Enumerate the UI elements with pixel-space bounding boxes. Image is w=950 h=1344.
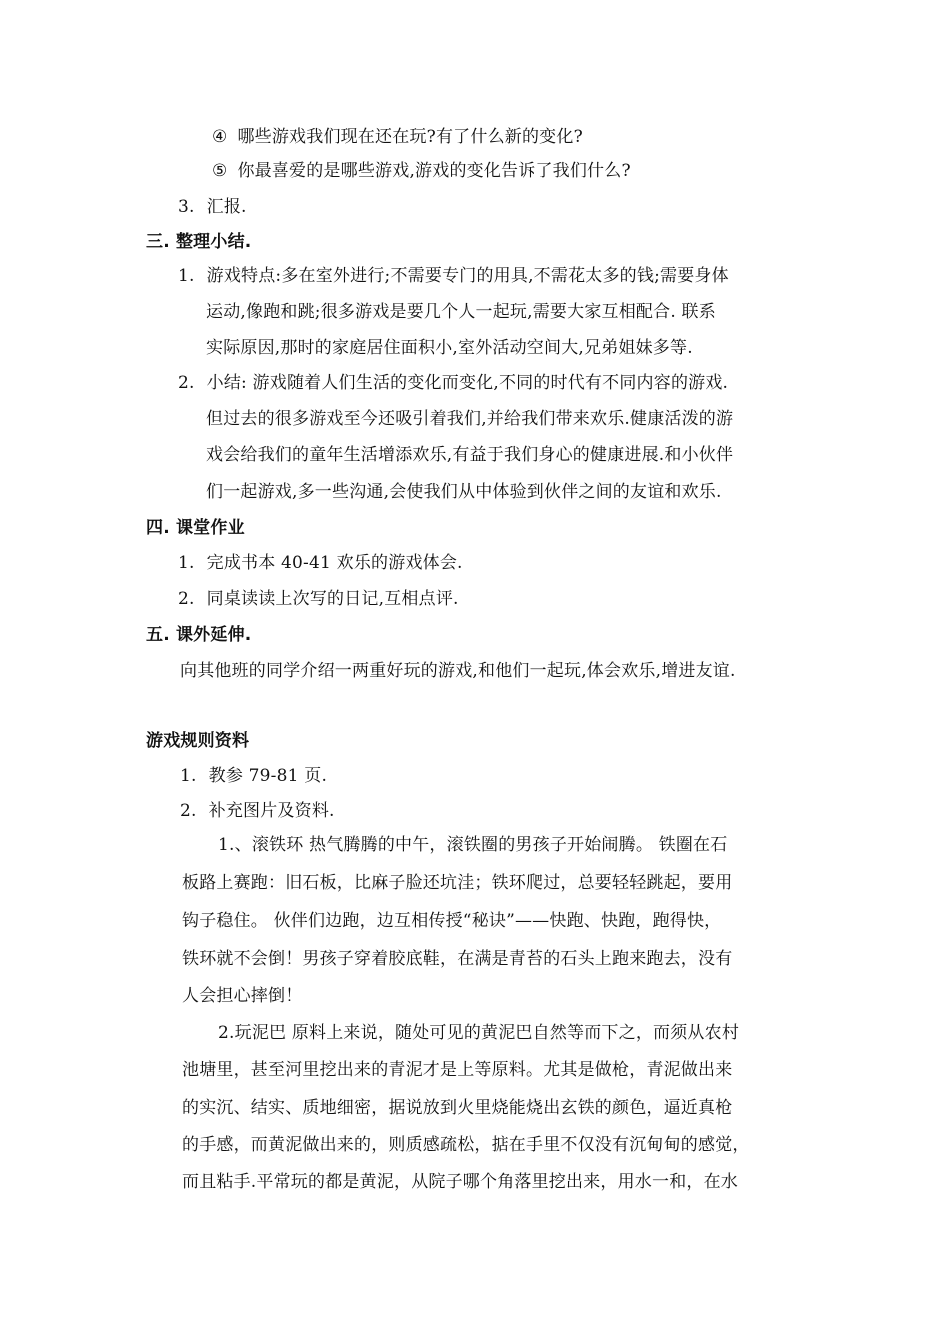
summary-item-2-text-1: 小结: 游戏随着人们生活的变化而变化,不同的时代有不同内容的游戏.	[206, 373, 729, 393]
question-5	[212, 159, 631, 183]
paragraph-2-line-4: 的手感，而黄泥做出来的，则质感疏松，掂在手里不仅没有沉甸甸的感觉，	[182, 1135, 750, 1155]
question-5-text: 你最喜爱的是哪些游戏,游戏的变化告诉了我们什么?	[237, 161, 631, 181]
homework-item-2-number: 2.	[178, 589, 195, 609]
paragraph-1-line-1: 1.、滚铁环 热气腾腾的中午，滚铁圈的男孩子开始闹腾。 铁圈在石	[218, 835, 728, 855]
step-3	[178, 195, 247, 219]
circled-number-5: ⑤	[212, 161, 228, 181]
paragraph-1-line-3: 钩子稳住。 伙伴们边跑，边互相传授“秘诀”——快跑、快跑，跑得快，	[182, 911, 722, 931]
homework-item-2-text: 同桌读读上次写的日记,互相点评.	[206, 589, 459, 609]
homework-item-1	[178, 551, 463, 575]
rules-item-1-text: 教参 79-81 页.	[208, 766, 328, 786]
question-4	[212, 125, 583, 149]
summary-item-2-line-4: 们一起游戏,多一些沟通,会使我们从中体验到伙伴之间的友谊和欢乐.	[206, 482, 722, 502]
summary-item-2-line-2: 但过去的很多游戏至今还吸引着我们,并给我们带来欢乐.健康活泼的游	[206, 409, 734, 429]
paragraph-1-line-5: 人会担心摔倒！	[182, 986, 303, 1006]
summary-item-1-line-3: 实际原因,那时的家庭居住面积小,室外活动空间大,兄弟姐妹多等.	[206, 338, 693, 358]
extension-text: 向其他班的同学介绍一两重好玩的游戏,和他们一起玩,体会欢乐,增进友谊.	[180, 661, 736, 681]
summary-item-2-number: 2.	[178, 373, 195, 393]
paragraph-2-line-5: 而且粘手.平常玩的都是黄泥，从院子哪个角落里挖出来，用水一和，在水	[182, 1172, 739, 1192]
homework-item-1-number: 1.	[178, 553, 195, 573]
rules-item-1	[180, 764, 327, 788]
rules-item-2-number: 2.	[180, 801, 197, 821]
section-5-heading: 五. 课外延伸.	[146, 625, 252, 645]
paragraph-1-line-4: 铁环就不会倒！男孩子穿着胶底鞋，在满是青苔的石头上跑来跑去，没有	[182, 949, 733, 969]
rules-item-1-number: 1.	[180, 766, 197, 786]
step-3-text: 汇报.	[206, 197, 247, 217]
paragraph-2-line-1: 2.玩泥巴 原料上来说，随处可见的黄泥巴自然等而下之，而须从农村	[218, 1023, 740, 1043]
paragraph-1-line-2: 板路上赛跑：旧石板，比麻子脸还坑洼；铁环爬过，总要轻轻跳起，要用	[182, 873, 733, 893]
summary-item-2-line-1	[178, 371, 728, 395]
step-3-number: 3.	[178, 197, 195, 217]
rules-item-2-text: 补充图片及资料.	[208, 801, 335, 821]
section-4-heading: 四. 课堂作业	[146, 518, 245, 538]
homework-item-1-text: 完成书本 40-41 欢乐的游戏体会.	[206, 553, 463, 573]
circled-number-4: ④	[212, 127, 228, 147]
summary-item-1-number: 1.	[178, 266, 195, 286]
summary-item-2-line-3: 戏会给我们的童年生活增添欢乐,有益于我们身心的健康进展.和小伙伴	[206, 445, 734, 465]
rules-heading: 游戏规则资料	[146, 731, 250, 751]
paragraph-2-line-2: 池塘里，甚至河里挖出来的青泥才是上等原料。尤其是做枪，青泥做出来	[182, 1060, 733, 1080]
question-4-text: 哪些游戏我们现在还在玩?有了什么新的变化?	[237, 127, 583, 147]
paragraph-2-line-3: 的实沉、结实、质地细密，据说放到火里烧能烧出玄铁的颜色，逼近真枪	[182, 1098, 733, 1118]
summary-item-1-text-1: 游戏特点:多在室外进行;不需要专门的用具,不需花太多的钱;需要身体	[206, 266, 729, 286]
homework-item-2	[178, 587, 459, 611]
summary-item-1-line-2: 运动,像跑和跳;很多游戏是要几个人一起玩,需要大家互相配合. 联系	[206, 302, 716, 322]
summary-item-1-line-1	[178, 264, 729, 288]
rules-item-2	[180, 799, 335, 823]
section-3-heading: 三. 整理小结.	[146, 232, 252, 252]
